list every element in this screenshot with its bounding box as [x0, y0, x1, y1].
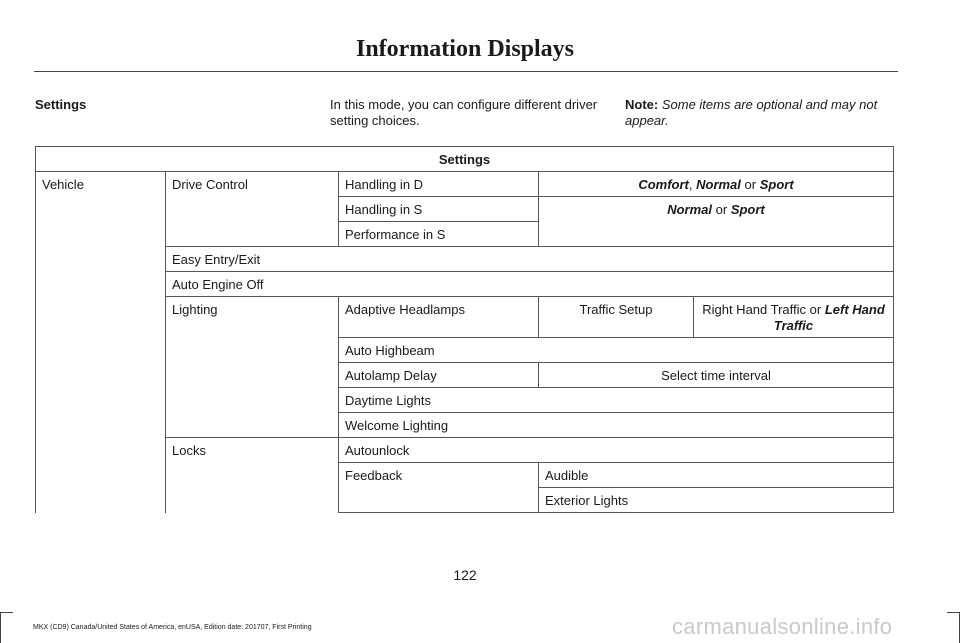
- section-heading: Settings: [35, 97, 87, 112]
- crop-mark-left: [0, 612, 13, 643]
- watermark: carmanualsonline.info: [672, 614, 893, 639]
- option-or: or: [806, 302, 825, 317]
- autounlock-cell: Autounlock: [339, 438, 894, 463]
- select-time-cell: Select time interval: [539, 363, 894, 388]
- handling-s-cell: Handling in S: [339, 197, 539, 222]
- easy-entry-cell: Easy Entry/Exit: [166, 247, 894, 272]
- vehicle-cell: Vehicle: [36, 172, 166, 513]
- autolamp-delay-cell: Autolamp Delay: [339, 363, 539, 388]
- option-left-hand: Left Hand Traffic: [773, 302, 885, 333]
- option-right-hand: Right Hand Traffic: [702, 302, 807, 317]
- option-or: or: [712, 202, 731, 217]
- handling-s-options-cell: [539, 197, 894, 247]
- intro-paragraph: In this mode, you can configure different driver setting choices.: [330, 97, 598, 128]
- traffic-options-cell: [694, 297, 894, 338]
- performance-s-cell: Performance in S: [339, 222, 539, 247]
- edition-footer: MKX (CD9) Canada/United States of America, enUSA, Edition date: 201707, First Printing: [33, 624, 312, 631]
- option-normal: Normal: [696, 177, 741, 192]
- auto-highbeam-cell: Auto Highbeam: [339, 338, 894, 363]
- option-comfort: Comfort: [638, 177, 689, 192]
- option-or: or: [740, 177, 760, 192]
- drive-control-cell: Drive Control: [166, 172, 339, 247]
- table-row: [36, 172, 894, 197]
- note-body: Some items are optional and may not appear.: [625, 97, 878, 128]
- adaptive-headlamps-cell: Adaptive Headlamps: [339, 297, 539, 338]
- handling-d-cell: Handling in D: [339, 172, 539, 197]
- option-normal: Normal: [667, 202, 713, 217]
- settings-table: [35, 146, 894, 513]
- audible-cell: Audible: [539, 463, 894, 488]
- locks-cell: Locks: [166, 438, 339, 513]
- option-sport: Sport: [730, 202, 765, 217]
- table-row: [36, 147, 894, 172]
- option-separator: ,: [688, 177, 697, 192]
- traffic-setup-cell: Traffic Setup: [539, 297, 694, 338]
- auto-engine-off-cell: Auto Engine Off: [166, 272, 894, 297]
- welcome-lighting-cell: Welcome Lighting: [339, 413, 894, 438]
- page-title: Information Displays: [355, 36, 575, 62]
- exterior-lights-cell: Exterior Lights: [539, 488, 894, 513]
- option-sport: Sport: [759, 177, 794, 192]
- feedback-cell: Feedback: [339, 463, 539, 513]
- crop-mark-right: [947, 612, 960, 643]
- daytime-lights-cell: Daytime Lights: [339, 388, 894, 413]
- header-divider: [34, 71, 898, 72]
- lighting-cell: Lighting: [166, 297, 339, 438]
- note-label: Note:: [625, 97, 659, 112]
- page-number: 122: [453, 567, 477, 583]
- handling-d-options-cell: [539, 172, 894, 197]
- note-paragraph: [625, 97, 897, 129]
- table-title: Settings: [36, 147, 894, 172]
